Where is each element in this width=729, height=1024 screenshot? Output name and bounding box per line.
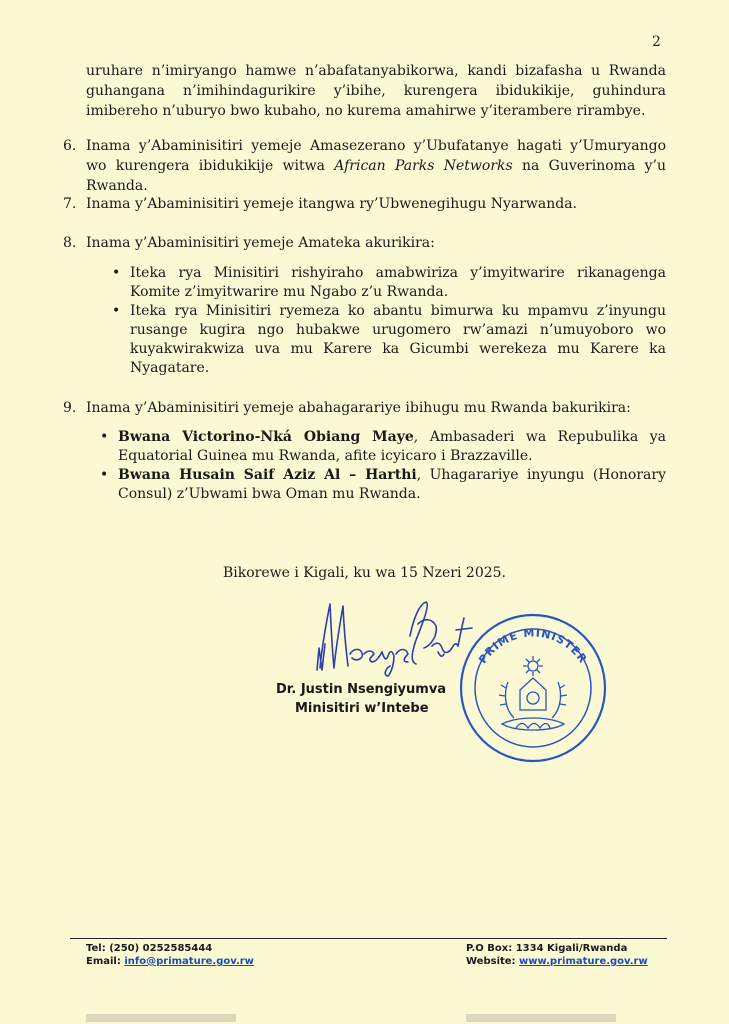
intro-paragraph: uruhare n’imiryango hamwe n’abafatanyabikorwa, kandi bizafasha u Rwanda guhangana n’imihindagurikire y’ibihe, kurengera ibidukikije, guhindura imibereho n’uburyo bwo kubaho, no kurema amahirwe y’iterambere rirambye. (86, 63, 666, 119)
bullet-item (100, 428, 666, 466)
footer-left (86, 942, 254, 968)
bullet-text: , Ambasaderi wa Repubulika ya Equatorial Guinea mu Rwanda, afite icyicaro i Brazzaville. (118, 429, 666, 464)
item-number: 8. (63, 235, 77, 251)
diplomat-name: Bwana Victorino-Nká Obiang Maye (118, 429, 414, 445)
bullet-item (112, 302, 666, 378)
pobox-label: P.O Box: (466, 943, 513, 954)
svg-text:PRIME MINISTER (476, 626, 590, 666)
closing-line: Bikorewe i Kigali, ku wa 15 Nzeri 2025. (222, 565, 506, 581)
page-number: 2 (652, 34, 661, 50)
item-text: Inama y’Abaminisitiri yemeje abahagarariye ibihugu mu Rwanda bakurikira: (86, 400, 631, 416)
footer-email (86, 955, 254, 968)
footer-website (466, 955, 648, 968)
bullet-text: Iteka rya Minisitiri rishyiraho amabwiriza y’imyitwarire rikanagenga Komite z’imyitwarire mu Ngabo z’u Rwanda. (130, 265, 666, 300)
website-link[interactable]: www.primature.gov.rw (519, 956, 648, 967)
tel-value: (250) 0252585444 (109, 943, 213, 954)
item-text: Inama y’Abaminisitiri yemeje itangwa ry’Ubwenegihugu Nyarwanda. (86, 196, 578, 212)
bullet-icon: • (112, 265, 121, 281)
bullet-icon: • (112, 303, 121, 319)
bullet-item (100, 466, 666, 504)
item-number: 7. (63, 196, 77, 212)
footer-tel (86, 942, 254, 955)
handwritten-signature (312, 596, 477, 678)
footer-divider (70, 938, 667, 939)
bullet-text: Iteka rya Minisitiri ryemeza ko abantu bimurwa ku mpamvu z’inyungu rusange kugira ngo hubakwe urugomero rw’amazi n’umuyoboro wo kuyakwirakwiza uva mu Karere ka Gicumbi werekeza mu Karere ka Nyagatare. (130, 303, 666, 376)
bleed-through-mark (86, 1014, 236, 1022)
item-text-part: Inama y’Abaminisitiri yemeje Amasezerano y’Ubufatanye hagati y’Umuryango wo kurengera ibidukikije witwa (86, 138, 666, 174)
seal-text: PRIME MINISTER (476, 626, 590, 667)
signer-name: Dr. Justin Nsengiyumva (276, 682, 447, 697)
item-number: 6. (63, 138, 77, 154)
email-label: Email: (86, 956, 121, 967)
item-number: 9. (63, 400, 77, 416)
item-text-part: na Guverinoma y’u Rwanda. (86, 158, 666, 194)
signer-title: Minisitiri w’Intebe (295, 701, 429, 716)
item-text (86, 136, 666, 196)
bullet-item (112, 264, 666, 302)
item-8-bullets (112, 264, 666, 378)
item-9-bullets (100, 428, 666, 504)
organization-name: African Parks Networks (334, 158, 513, 174)
footer-pobox (466, 942, 648, 955)
item-text: Inama y’Abaminisitiri yemeje Amateka akurikira: (86, 235, 435, 251)
tel-label: Tel: (86, 943, 106, 954)
bullet-icon: • (100, 429, 109, 445)
bullet-icon: • (100, 467, 109, 483)
email-link[interactable]: info@primature.gov.rw (124, 956, 254, 967)
prime-minister-seal-stamp (458, 612, 608, 764)
footer-right (466, 942, 648, 968)
pobox-value: 1334 Kigali/Rwanda (515, 943, 628, 954)
bullet-text: , Uhagarariye inyungu (Honorary Consul) z’Ubwami bwa Oman mu Rwanda. (118, 467, 667, 502)
diplomat-name: Bwana Husain Saif Aziz Al – Harthi (118, 467, 417, 483)
website-label: Website: (466, 956, 516, 967)
bleed-through-mark (466, 1014, 616, 1022)
